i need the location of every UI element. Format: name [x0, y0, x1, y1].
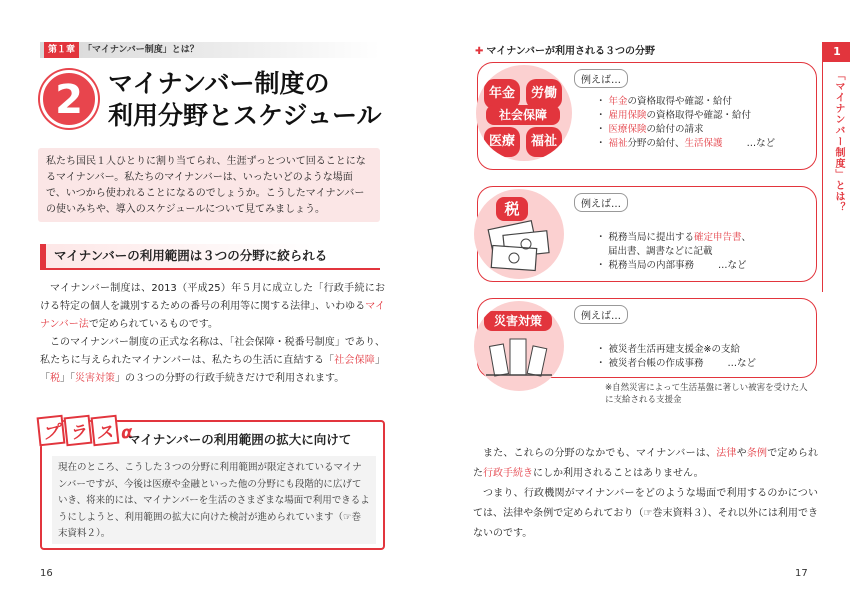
title-line-1: マイナンバー制度の — [108, 69, 330, 98]
paragraph-2 — [40, 334, 385, 388]
list-item — [596, 245, 751, 259]
tile-social-security: 社会保障 — [486, 105, 560, 125]
highlight-text: 生活保護 — [684, 138, 723, 149]
text-span: や — [736, 448, 747, 459]
highlight-text: 福祉 — [608, 138, 628, 149]
text-span: 、 — [741, 232, 752, 243]
text-span: 」「 — [40, 355, 385, 384]
highlight-text: マイナンバー法 — [40, 301, 385, 330]
tax-money-icon — [474, 189, 564, 279]
text-span: 分野の給付、 — [627, 138, 685, 149]
text-span: の給付の請求 — [646, 124, 704, 135]
highlight-text: 医療保険 — [608, 124, 647, 135]
section-number-badge: 2 — [40, 70, 98, 128]
tile-labor: 労働 — [526, 79, 562, 109]
plus-alpha-box — [40, 420, 385, 550]
body-text-left — [40, 280, 385, 388]
text-span: …など — [718, 260, 747, 271]
highlight-text: 社会保障 — [334, 355, 375, 366]
body-text-right — [473, 444, 818, 544]
plus-text: 現在のところ、こうした３つの分野に利用範囲が限定されているマイナンバーですが、今後は医療や金融といった他の分野にも段階的に広げていき、将来的には、マイナンバーを生活のさまざまな場面で利用できるようにしようと、利用範囲の拡大に向けた検討が進められています（☞巻末資料２）。 — [52, 456, 376, 544]
right-page — [425, 0, 850, 602]
list-item: ・ 雇用保険の資格取得や確認・給付 — [596, 110, 752, 121]
example-list — [596, 343, 756, 371]
paragraph-1 — [40, 280, 385, 334]
highlight-text: 雇用保険 — [608, 110, 647, 121]
title-line-2: 利用分野とスケジュール — [108, 101, 382, 130]
list-item: ・ 医療保険の給付の請求 — [596, 124, 704, 135]
text-span: マイナンバー制度は、2013（平成25）年５月に成立した「行政手続における特定の個人を識別するための番号の利用等に関する法律」、いわゆる — [40, 283, 385, 312]
disaster-icon — [474, 301, 564, 391]
text-span: 」「 — [60, 373, 75, 384]
example-label: 例えば… — [574, 305, 628, 324]
chapter-number: 第１章 — [44, 42, 79, 58]
list-item: ・ 年金の資格取得や確認・給付 — [596, 96, 733, 107]
text-span: で定められた — [473, 448, 819, 479]
text-span: 被災者台帳の作成事務 — [608, 358, 704, 369]
plus-title: マイナンバーの利用範囲の拡大に向けて — [128, 432, 352, 447]
text-span: 被災者生活再建支援金※の支給 — [608, 344, 740, 355]
text-span: …など — [727, 358, 757, 369]
banknotes-icon — [474, 189, 564, 279]
text-span: の資格取得や確認・給付 — [646, 110, 752, 121]
plus-alpha-logo — [38, 416, 137, 445]
example-list — [596, 95, 775, 151]
page-title — [108, 68, 408, 132]
logo-char: ラ — [64, 415, 93, 447]
cross-icon: ✚ — [475, 46, 484, 57]
paragraph-1 — [473, 444, 818, 484]
highlight-text: 法律 — [716, 448, 737, 459]
text-span: で定められているものです。 — [88, 319, 219, 330]
field-card-social-security — [477, 62, 817, 170]
page-number-right: 17 — [795, 568, 808, 579]
logo-char: α — [119, 422, 135, 444]
collapsed-buildings-icon — [474, 301, 564, 391]
text-span: 」の３つの分野の行政手続きだけで利用されます。 — [115, 373, 345, 384]
paragraph-2: つまり、行政機関がマイナンバーをどのような場面で利用するのかについては、法律や条例で定められており（☞巻末資料３）、それ以外には利用できないのです。 — [473, 488, 818, 539]
section-heading: マイナンバーの利用範囲は３つの分野に絞られる — [40, 244, 380, 270]
intro-box: 私たち国民１人ひとりに割り当てられ、生涯ずっとついて回ることになるマイナンバー。私たちのマイナンバーは、いったいどのような場面で、いつから使われることになるのでしょうか。こうしたマイナンバーの使いみちや、導入のスケジュールについて見てみましょう。 — [38, 148, 380, 222]
tile-disaster: 災害対策 — [484, 311, 552, 331]
highlight-text: 年金 — [608, 96, 628, 107]
fields-title — [475, 42, 655, 57]
chapter-title: 「マイナンバー制度」とは？ — [83, 45, 199, 55]
field-card-tax — [477, 186, 817, 282]
list-item: ・ 被災者生活再建支援金※の支給 — [596, 344, 740, 355]
highlight-text: 条例 — [746, 448, 768, 459]
chapter-side-tab — [822, 42, 850, 292]
side-chapter-number: 1 — [823, 42, 850, 62]
text-span: また、これらの分野のなかでも、マイナンバーは、 — [483, 448, 717, 459]
text-span: 税務当局の内部事務 — [608, 260, 695, 271]
example-list — [596, 231, 751, 273]
example-label: 例えば… — [574, 193, 628, 212]
list-item: ・ 福祉分野の給付、生活保護 …など — [596, 138, 776, 149]
highlight-text: 災害対策 — [75, 373, 115, 384]
text-span: …など — [746, 138, 776, 149]
text-span: 届出書、調書などに記載 — [608, 246, 713, 257]
tile-pension: 年金 — [484, 79, 520, 109]
text-span: このマイナンバー制度の正式な名称は、「社会保障・税番号制度」であり、私たちに与えられたマイナンバーは、私たちの生活に直結する「 — [40, 337, 385, 366]
highlight-text: 行政手続き — [483, 468, 533, 479]
tile-tax: 税 — [496, 197, 528, 221]
highlight-text: 確定申告書 — [694, 232, 742, 243]
fields-title-text: マイナンバーが利用される３つの分野 — [486, 46, 655, 57]
highlight-text: 税 — [50, 373, 60, 384]
chapter-header — [40, 42, 380, 58]
logo-char: プ — [37, 415, 66, 447]
social-security-icon — [476, 65, 572, 161]
example-label: 例えば… — [574, 69, 628, 88]
field-card-disaster — [477, 298, 817, 378]
list-item: ・ 税務当局に提出する確定申告書、 — [596, 232, 752, 243]
logo-char: ス — [91, 415, 120, 447]
footnote: ※自然災害によって生活基盤に著しい被害を受けた人に支給される支援金 — [605, 383, 808, 405]
text-span: の資格取得や確認・給付 — [627, 96, 733, 107]
tile-welfare: 福祉 — [526, 127, 562, 157]
text-span: 税務当局に提出する — [608, 232, 695, 243]
tile-medical: 医療 — [484, 127, 520, 157]
list-item: ・ 被災者台帳の作成事務 …など — [596, 358, 757, 369]
list-item: ・ 税務当局の内部事務 …など — [596, 260, 747, 271]
side-chapter-title: 「マイナンバー制度」とは？ — [833, 70, 844, 213]
text-span: にしか利用されることはありません。 — [533, 468, 704, 479]
page-number-left: 16 — [40, 568, 53, 579]
